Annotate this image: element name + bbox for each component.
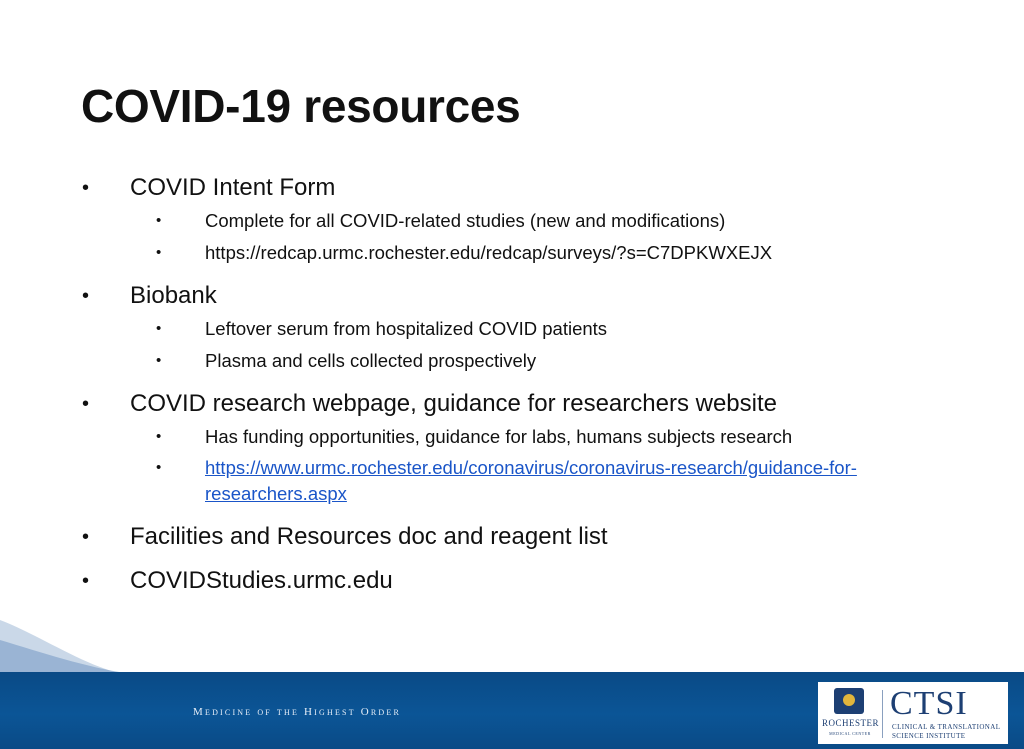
bullet-marker: • xyxy=(82,285,90,307)
bullet-covidstudies: COVIDStudies.urmc.edu xyxy=(130,567,393,594)
sub-bullet-redcap-url: https://redcap.urmc.rochester.edu/redcap/surveys/?s=C7DPKWXEJX xyxy=(205,242,773,263)
bullet-biobank: Biobank xyxy=(130,282,217,309)
bullet-marker: • xyxy=(82,177,90,199)
sub-bullet-marker: • xyxy=(156,212,162,229)
bullet-covid-research-webpage: COVID research webpage, guidance for researchers website xyxy=(130,390,777,417)
bullet-marker: • xyxy=(82,393,90,415)
bullet-marker: • xyxy=(82,570,90,592)
ctsi-subtitle xyxy=(892,723,1000,741)
sub-bullet-leftover-serum: Leftover serum from hospitalized COVID patients xyxy=(205,318,608,339)
uor-logo-text xyxy=(822,718,878,728)
ctsi-subtitle-line2: SCIENCE INSTITUTE xyxy=(892,732,966,740)
sub-bullet-marker: • xyxy=(156,320,162,337)
sub-bullet-marker: • xyxy=(156,428,162,445)
sub-bullet-marker: • xyxy=(156,352,162,369)
sub-bullet-complete-for-studies: Complete for all COVID-related studies (new and modifications) xyxy=(205,210,726,231)
sub-bullet-funding-opportunities: Has funding opportunities, guidance for labs, humans subjects research xyxy=(205,426,793,447)
slide-title: COVID-19 resources xyxy=(81,80,521,132)
footer-swoosh xyxy=(0,600,1024,680)
guidance-link-line1[interactable]: https://www.urmc.rochester.edu/coronavirus/coronavirus-research/guidance-for- xyxy=(205,457,857,478)
university-crest-icon xyxy=(834,688,864,714)
bullet-facilities-resources: Facilities and Resources doc and reagent list xyxy=(130,523,608,550)
ctsi-subtitle-line1: CLINICAL & TRANSLATIONAL xyxy=(892,723,1001,731)
bullet-marker: • xyxy=(82,526,90,548)
sub-bullet-plasma-cells: Plasma and cells collected prospectively xyxy=(205,350,537,371)
bullet-covid-intent-form: COVID Intent Form xyxy=(130,174,336,201)
guidance-link-line2[interactable]: researchers.aspx xyxy=(205,483,347,504)
sub-bullet-marker: • xyxy=(156,244,162,261)
uor-name: ROCHESTER xyxy=(822,718,880,728)
sub-bullet-marker: • xyxy=(156,459,162,476)
logo-divider xyxy=(882,690,883,738)
footer-tagline: Medicine of the Highest Order xyxy=(193,706,402,718)
uor-logo-subtext: MEDICAL CENTER xyxy=(829,731,871,736)
ctsi-logo: CTSI xyxy=(890,685,968,722)
